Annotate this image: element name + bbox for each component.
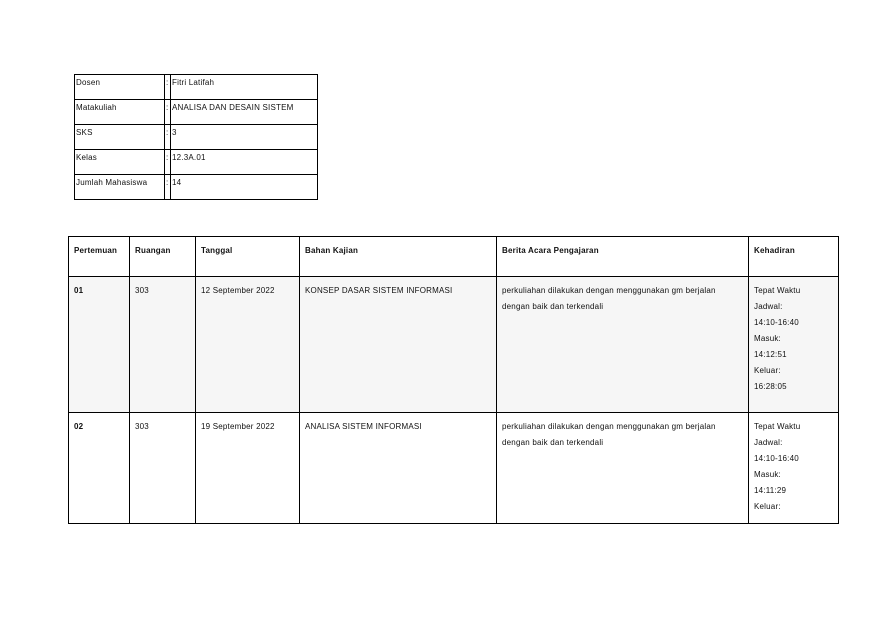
presence-schedule-value: 14:10-16:40 — [754, 318, 799, 327]
info-value: 3 — [171, 125, 318, 150]
date-cell: 12 September 2022 — [196, 277, 300, 413]
date-cell: 19 September 2022 — [196, 413, 300, 524]
info-label: Jumlah Mahasiswa — [75, 175, 165, 200]
presence-in-value: 14:11:29 — [754, 486, 787, 495]
presence-cell — [749, 413, 839, 524]
info-separator: : — [165, 75, 171, 100]
report-cell: perkuliahan dilakukan dengan menggunakan gm berjalan dengan baik dan terkendali — [497, 413, 749, 524]
header-kehadiran: Kehadiran — [749, 237, 839, 277]
info-row-jumlah-mahasiswa — [75, 175, 318, 200]
meeting-number: 02 — [69, 413, 130, 524]
info-row-sks — [75, 125, 318, 150]
info-label: SKS — [75, 125, 165, 150]
topic-cell: ANALISA SISTEM INFORMASI — [300, 413, 497, 524]
info-label: Kelas — [75, 150, 165, 175]
presence-schedule-label: Jadwal: — [754, 302, 783, 311]
presence-out-value: 16:28:05 — [754, 382, 787, 391]
meeting-number: 01 — [69, 277, 130, 413]
info-row-kelas — [75, 150, 318, 175]
presence-out-label: Keluar: — [754, 502, 781, 511]
presence-in-label: Masuk: — [754, 334, 781, 343]
info-value: 12.3A.01 — [171, 150, 318, 175]
info-row-dosen — [75, 75, 318, 100]
header-berita-acara: Berita Acara Pengajaran — [497, 237, 749, 277]
info-separator: : — [165, 150, 171, 175]
presence-status: Tepat Waktu — [754, 286, 801, 295]
presence-in-value: 14:12:51 — [754, 350, 787, 359]
info-value: Fitri Latifah — [171, 75, 318, 100]
header-ruangan: Ruangan — [130, 237, 196, 277]
presence-out-label: Keluar: — [754, 366, 781, 375]
info-value: 14 — [171, 175, 318, 200]
room-cell: 303 — [130, 277, 196, 413]
room-cell: 303 — [130, 413, 196, 524]
attendance-table — [68, 236, 839, 524]
course-info-table — [74, 74, 318, 200]
header-pertemuan: Pertemuan — [69, 237, 130, 277]
presence-schedule-label: Jadwal: — [754, 438, 783, 447]
presence-cell — [749, 277, 839, 413]
topic-cell: KONSEP DASAR SISTEM INFORMASI — [300, 277, 497, 413]
table-row — [69, 413, 839, 524]
info-separator: : — [165, 125, 171, 150]
header-tanggal: Tanggal — [196, 237, 300, 277]
info-separator: : — [165, 175, 171, 200]
table-row — [69, 277, 839, 413]
info-label: Matakuliah — [75, 100, 165, 125]
info-value: ANALISA DAN DESAIN SISTEM — [171, 100, 318, 125]
info-separator: : — [165, 100, 171, 125]
header-bahan-kajian: Bahan Kajian — [300, 237, 497, 277]
presence-status: Tepat Waktu — [754, 422, 801, 431]
presence-in-label: Masuk: — [754, 470, 781, 479]
info-row-matakuliah — [75, 100, 318, 125]
attendance-header-row — [69, 237, 839, 277]
info-label: Dosen — [75, 75, 165, 100]
presence-schedule-value: 14:10-16:40 — [754, 454, 799, 463]
report-cell: perkuliahan dilakukan dengan menggunakan gm berjalan dengan baik dan terkendali — [497, 277, 749, 413]
